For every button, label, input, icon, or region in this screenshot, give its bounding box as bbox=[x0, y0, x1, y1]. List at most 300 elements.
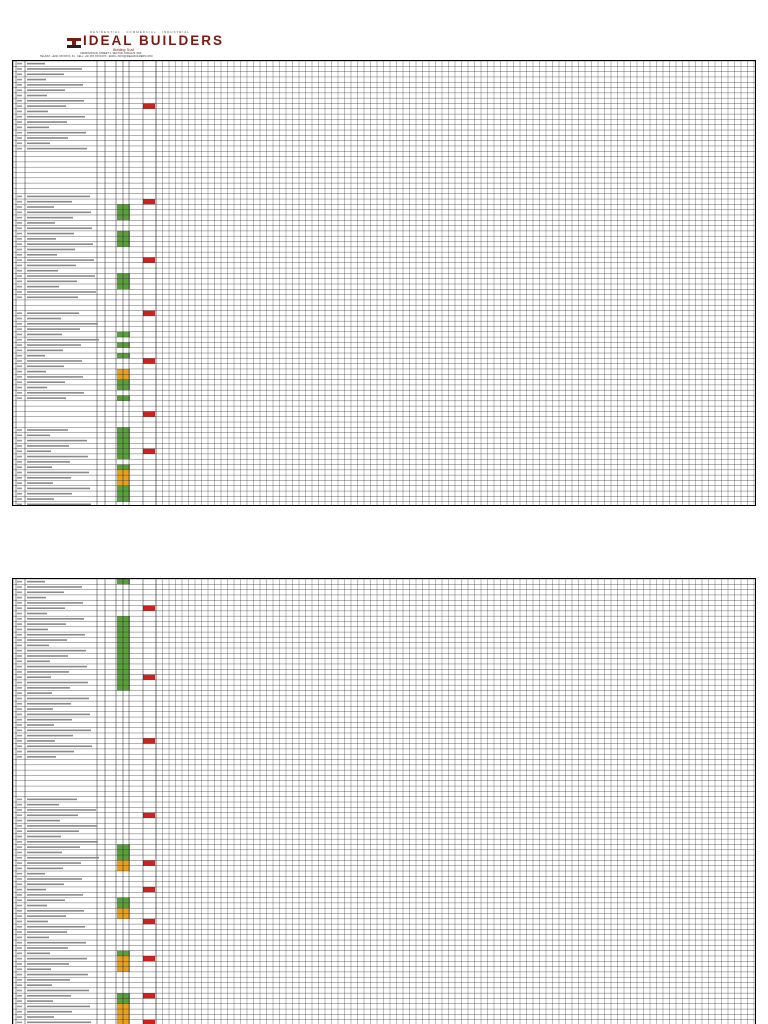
serial-text bbox=[17, 931, 22, 933]
serial-text bbox=[17, 217, 22, 219]
serial-text bbox=[17, 735, 22, 737]
serial-text bbox=[17, 963, 22, 965]
description-text bbox=[27, 953, 50, 955]
description-text bbox=[27, 995, 71, 997]
serial-text bbox=[17, 607, 22, 609]
serial-text bbox=[17, 708, 22, 710]
rate-cell-warning bbox=[117, 967, 130, 972]
description-text bbox=[27, 825, 97, 827]
serial-text bbox=[17, 581, 22, 583]
rate-cell-highlight bbox=[117, 643, 130, 648]
rate-cell-warning bbox=[117, 914, 130, 919]
description-text bbox=[27, 889, 46, 891]
serial-text bbox=[17, 79, 22, 81]
serial-text bbox=[17, 1006, 22, 1008]
rate-cell-highlight bbox=[117, 993, 130, 998]
serial-text bbox=[17, 719, 22, 721]
description-text bbox=[27, 602, 83, 604]
description-text bbox=[27, 597, 46, 599]
description-text bbox=[27, 148, 87, 150]
description-text bbox=[27, 227, 92, 229]
rate-cell-warning bbox=[117, 369, 130, 374]
serial-text bbox=[17, 318, 22, 320]
description-text bbox=[27, 645, 49, 647]
description-text bbox=[27, 618, 84, 620]
description-text bbox=[27, 666, 87, 668]
rate-cell-highlight bbox=[117, 627, 130, 632]
description-text bbox=[27, 212, 91, 214]
description-text bbox=[27, 238, 56, 240]
description-text bbox=[27, 958, 87, 960]
serial-text bbox=[17, 477, 22, 479]
serial-text bbox=[17, 291, 22, 293]
rate-cell-highlight bbox=[117, 427, 130, 432]
total-cell-flag bbox=[143, 919, 155, 924]
rate-cell-highlight bbox=[117, 210, 130, 215]
serial-text bbox=[17, 206, 22, 208]
serial-text bbox=[17, 281, 22, 283]
serial-text bbox=[17, 148, 22, 150]
serial-text bbox=[17, 381, 22, 383]
description-text bbox=[27, 259, 94, 261]
serial-text bbox=[17, 137, 22, 139]
description-text bbox=[27, 222, 55, 224]
rate-cell-highlight bbox=[117, 215, 130, 220]
serial-text bbox=[17, 751, 22, 753]
total-cell-flag bbox=[143, 675, 155, 680]
serial-text bbox=[17, 873, 22, 875]
serial-text bbox=[17, 756, 22, 758]
serial-text bbox=[17, 947, 22, 949]
serial-text bbox=[17, 227, 22, 229]
description-text bbox=[27, 1016, 54, 1018]
serial-text bbox=[17, 1016, 22, 1018]
description-text bbox=[27, 740, 55, 742]
serial-text bbox=[17, 259, 22, 261]
company-name: IDEAL BUILDERS bbox=[83, 33, 225, 48]
serial-text bbox=[17, 745, 22, 747]
serial-text bbox=[17, 201, 22, 203]
rate-cell-highlight bbox=[117, 236, 130, 241]
serial-text bbox=[17, 440, 22, 442]
description-text bbox=[27, 623, 66, 625]
serial-text bbox=[17, 597, 22, 599]
description-text bbox=[27, 504, 91, 506]
rate-cell-highlight bbox=[117, 273, 130, 278]
serial-text bbox=[17, 270, 22, 272]
rate-cell-highlight bbox=[117, 380, 130, 385]
serial-text bbox=[17, 387, 22, 389]
total-cell-flag bbox=[143, 738, 155, 743]
total-cell-flag bbox=[143, 411, 155, 416]
description-text bbox=[27, 488, 90, 490]
description-text bbox=[27, 814, 78, 816]
description-text bbox=[27, 905, 47, 907]
rate-cell-highlight bbox=[117, 637, 130, 642]
description-text bbox=[27, 376, 83, 378]
description-text bbox=[27, 937, 49, 939]
serial-text bbox=[17, 676, 22, 678]
total-cell-flag bbox=[143, 257, 155, 262]
serial-text bbox=[17, 602, 22, 604]
description-text bbox=[27, 724, 54, 726]
description-text bbox=[27, 63, 45, 65]
rate-cell-highlight bbox=[117, 242, 130, 247]
rate-cell-warning bbox=[117, 374, 130, 379]
rate-cell-highlight bbox=[117, 659, 130, 664]
description-text bbox=[27, 344, 81, 346]
serial-text bbox=[17, 862, 22, 864]
description-text bbox=[27, 591, 64, 593]
description-text bbox=[27, 634, 85, 636]
serial-text bbox=[17, 682, 22, 684]
serial-text bbox=[17, 472, 22, 474]
serial-text bbox=[17, 233, 22, 235]
description-text bbox=[27, 116, 85, 118]
rate-cell-warning bbox=[117, 1020, 130, 1024]
serial-text bbox=[17, 629, 22, 631]
rate-cell-highlight bbox=[117, 486, 130, 491]
description-text bbox=[27, 397, 66, 399]
serial-text bbox=[17, 926, 22, 928]
description-text bbox=[27, 137, 68, 139]
rate-cell-highlight bbox=[117, 998, 130, 1003]
description-text bbox=[27, 498, 54, 500]
description-text bbox=[27, 1011, 72, 1013]
serial-text bbox=[17, 371, 22, 373]
description-text bbox=[27, 830, 79, 832]
serial-text bbox=[17, 830, 22, 832]
rate-cell-highlight bbox=[117, 680, 130, 685]
serial-text bbox=[17, 942, 22, 944]
description-text bbox=[27, 217, 73, 219]
serial-text bbox=[17, 296, 22, 298]
serial-text bbox=[17, 804, 22, 806]
serial-text bbox=[17, 392, 22, 394]
description-text bbox=[27, 429, 68, 431]
serial-text bbox=[17, 703, 22, 705]
description-text bbox=[27, 655, 68, 657]
serial-text bbox=[17, 397, 22, 399]
description-text bbox=[27, 735, 73, 737]
serial-text bbox=[17, 687, 22, 689]
total-cell-flag bbox=[143, 887, 155, 892]
description-text bbox=[27, 440, 87, 442]
serial-text bbox=[17, 857, 22, 859]
description-text bbox=[27, 820, 60, 822]
total-cell-flag bbox=[143, 449, 155, 454]
rate-cell-highlight bbox=[117, 685, 130, 690]
serial-text bbox=[17, 639, 22, 641]
serial-text bbox=[17, 836, 22, 838]
description-text bbox=[27, 360, 82, 362]
description-text bbox=[27, 719, 72, 721]
description-text bbox=[27, 809, 96, 811]
total-cell-flag bbox=[143, 860, 155, 865]
serial-text bbox=[17, 95, 22, 97]
serial-text bbox=[17, 450, 22, 452]
description-text bbox=[27, 698, 89, 700]
serial-text bbox=[17, 910, 22, 912]
description-text bbox=[27, 445, 69, 447]
rate-cell-highlight bbox=[117, 385, 130, 390]
description-text bbox=[27, 201, 72, 203]
rate-cell-highlight bbox=[117, 443, 130, 448]
rate-cell-highlight bbox=[117, 648, 130, 653]
serial-text bbox=[17, 968, 22, 970]
description-text bbox=[27, 868, 63, 870]
rate-cell-highlight bbox=[117, 465, 130, 470]
company-contact: TEL/FAX: +9221 3XXXXXX, 34 · CELL: +92 3XX XXXXXXX · EMAIL: INFO@IDEALBUILDERS.COM bbox=[40, 55, 153, 58]
description-text bbox=[27, 804, 59, 806]
serial-text bbox=[17, 586, 22, 588]
total-cell-flag bbox=[143, 606, 155, 611]
serial-text bbox=[17, 344, 22, 346]
serial-text bbox=[17, 243, 22, 245]
description-text bbox=[27, 371, 46, 373]
description-text bbox=[27, 381, 65, 383]
serial-text bbox=[17, 692, 22, 694]
serial-text bbox=[17, 868, 22, 870]
serial-text bbox=[17, 121, 22, 123]
description-text bbox=[27, 846, 80, 848]
description-text bbox=[27, 613, 47, 615]
total-cell-flag bbox=[143, 813, 155, 818]
serial-text bbox=[17, 435, 22, 437]
rate-cell-highlight bbox=[117, 438, 130, 443]
serial-text bbox=[17, 878, 22, 880]
description-text bbox=[27, 1022, 91, 1024]
serial-text bbox=[17, 212, 22, 214]
serial-text bbox=[17, 286, 22, 288]
description-text bbox=[27, 450, 51, 452]
rate-cell-highlight bbox=[117, 449, 130, 454]
description-text bbox=[27, 756, 56, 758]
description-text bbox=[27, 270, 58, 272]
description-text bbox=[27, 291, 96, 293]
description-text bbox=[27, 275, 95, 277]
serial-text bbox=[17, 937, 22, 939]
rate-cell-warning bbox=[117, 1004, 130, 1009]
rate-cell-highlight bbox=[117, 616, 130, 621]
serial-text bbox=[17, 661, 22, 663]
serial-text bbox=[17, 990, 22, 992]
description-text bbox=[27, 127, 49, 129]
serial-text bbox=[17, 645, 22, 647]
description-text bbox=[27, 482, 53, 484]
description-text bbox=[27, 100, 84, 102]
description-text bbox=[27, 121, 67, 123]
company-tagline: RESIDENTIAL · COMMERCIAL · INDUSTRIAL bbox=[90, 30, 190, 34]
description-text bbox=[27, 899, 65, 901]
description-text bbox=[27, 79, 46, 81]
serial-text bbox=[17, 618, 22, 620]
serial-text bbox=[17, 825, 22, 827]
description-text bbox=[27, 894, 83, 896]
description-text bbox=[27, 243, 93, 245]
serial-text bbox=[17, 493, 22, 495]
description-text bbox=[27, 968, 51, 970]
description-text bbox=[27, 334, 62, 336]
serial-text bbox=[17, 984, 22, 986]
description-text bbox=[27, 328, 80, 330]
serial-text bbox=[17, 953, 22, 955]
description-text bbox=[27, 730, 91, 732]
serial-text bbox=[17, 482, 22, 484]
description-text bbox=[27, 339, 99, 341]
serial-text bbox=[17, 360, 22, 362]
description-text bbox=[27, 466, 52, 468]
rate-cell-highlight bbox=[117, 353, 130, 358]
serial-text bbox=[17, 461, 22, 463]
description-text bbox=[27, 873, 45, 875]
description-text bbox=[27, 1006, 90, 1008]
description-text bbox=[27, 607, 65, 609]
serial-text bbox=[17, 366, 22, 368]
serial-text bbox=[17, 740, 22, 742]
rate-cell-warning bbox=[117, 961, 130, 966]
description-text bbox=[27, 281, 77, 283]
sheet-grid bbox=[13, 579, 756, 1024]
serial-text bbox=[17, 915, 22, 917]
description-text bbox=[27, 676, 51, 678]
description-text bbox=[27, 708, 53, 710]
serial-text bbox=[17, 1022, 22, 1024]
serial-text bbox=[17, 265, 22, 267]
description-text bbox=[27, 355, 45, 357]
serial-text bbox=[17, 650, 22, 652]
serial-text bbox=[17, 63, 22, 65]
serial-text bbox=[17, 899, 22, 901]
description-text bbox=[27, 105, 66, 107]
description-text bbox=[27, 650, 86, 652]
serial-text bbox=[17, 339, 22, 341]
rate-cell-highlight bbox=[117, 653, 130, 658]
serial-text bbox=[17, 591, 22, 593]
total-cell-flag bbox=[143, 1020, 155, 1024]
total-cell-flag bbox=[143, 311, 155, 316]
serial-text bbox=[17, 116, 22, 118]
description-text bbox=[27, 857, 99, 859]
sheet-grid bbox=[13, 61, 756, 506]
description-text bbox=[27, 714, 90, 716]
rate-cell-highlight bbox=[117, 664, 130, 669]
description-text bbox=[27, 629, 48, 631]
serial-text bbox=[17, 724, 22, 726]
serial-text bbox=[17, 328, 22, 330]
serial-text bbox=[17, 275, 22, 277]
rate-cell-warning bbox=[117, 908, 130, 913]
serial-text bbox=[17, 1000, 22, 1002]
serial-text bbox=[17, 254, 22, 256]
description-text bbox=[27, 682, 88, 684]
description-text bbox=[27, 233, 74, 235]
company-address: CROWN ROAD, STREET 1, SECTOR, KARACHI, PAK bbox=[80, 52, 142, 55]
description-text bbox=[27, 878, 82, 880]
total-cell-flag bbox=[143, 956, 155, 961]
serial-text bbox=[17, 222, 22, 224]
description-text bbox=[27, 852, 62, 854]
rate-cell-highlight bbox=[117, 844, 130, 849]
rate-cell-highlight bbox=[117, 332, 130, 337]
serial-text bbox=[17, 105, 22, 107]
serial-text bbox=[17, 1011, 22, 1013]
serial-text bbox=[17, 466, 22, 468]
rate-cell-highlight bbox=[117, 850, 130, 855]
serial-text bbox=[17, 350, 22, 352]
rate-cell-highlight bbox=[117, 204, 130, 209]
serial-text bbox=[17, 456, 22, 458]
rate-cell-highlight bbox=[117, 279, 130, 284]
serial-text bbox=[17, 884, 22, 886]
description-text bbox=[27, 254, 57, 256]
rate-cell-highlight bbox=[117, 433, 130, 438]
rate-cell-highlight bbox=[117, 632, 130, 637]
description-text bbox=[27, 984, 52, 986]
rate-cell-highlight bbox=[117, 231, 130, 236]
description-text bbox=[27, 799, 77, 801]
serial-text bbox=[17, 979, 22, 981]
description-text bbox=[27, 1000, 53, 1002]
rate-cell-warning bbox=[117, 470, 130, 475]
rate-cell-highlight bbox=[117, 496, 130, 501]
description-text bbox=[27, 318, 61, 320]
description-text bbox=[27, 974, 88, 976]
serial-text bbox=[17, 73, 22, 75]
description-text bbox=[27, 493, 72, 495]
serial-text bbox=[17, 995, 22, 997]
description-text bbox=[27, 639, 67, 641]
description-text bbox=[27, 366, 64, 368]
description-text bbox=[27, 323, 98, 325]
description-text bbox=[27, 926, 85, 928]
description-text bbox=[27, 435, 50, 437]
serial-text bbox=[17, 312, 22, 314]
description-text bbox=[27, 472, 89, 474]
total-cell-flag bbox=[143, 199, 155, 204]
serial-text bbox=[17, 852, 22, 854]
estimate-sheet-2 bbox=[12, 578, 756, 1024]
company-subbrand: Building Trust bbox=[113, 48, 135, 52]
description-text bbox=[27, 196, 90, 198]
serial-text bbox=[17, 894, 22, 896]
rate-cell-highlight bbox=[117, 621, 130, 626]
description-text bbox=[27, 477, 71, 479]
serial-text bbox=[17, 714, 22, 716]
description-text bbox=[27, 931, 67, 933]
description-text bbox=[27, 312, 79, 314]
description-text bbox=[27, 751, 74, 753]
serial-text bbox=[17, 671, 22, 673]
description-text bbox=[27, 947, 68, 949]
serial-text bbox=[17, 623, 22, 625]
description-text bbox=[27, 581, 45, 583]
rate-cell-warning bbox=[117, 866, 130, 871]
serial-text bbox=[17, 68, 22, 70]
description-text bbox=[27, 990, 89, 992]
rate-cell-highlight bbox=[117, 491, 130, 496]
serial-text bbox=[17, 846, 22, 848]
description-text bbox=[27, 921, 48, 923]
description-text bbox=[27, 661, 50, 663]
rate-cell-highlight bbox=[117, 284, 130, 289]
serial-text bbox=[17, 666, 22, 668]
serial-text bbox=[17, 249, 22, 251]
total-cell-flag bbox=[143, 993, 155, 998]
serial-text bbox=[17, 355, 22, 357]
description-text bbox=[27, 884, 64, 886]
serial-text bbox=[17, 89, 22, 91]
